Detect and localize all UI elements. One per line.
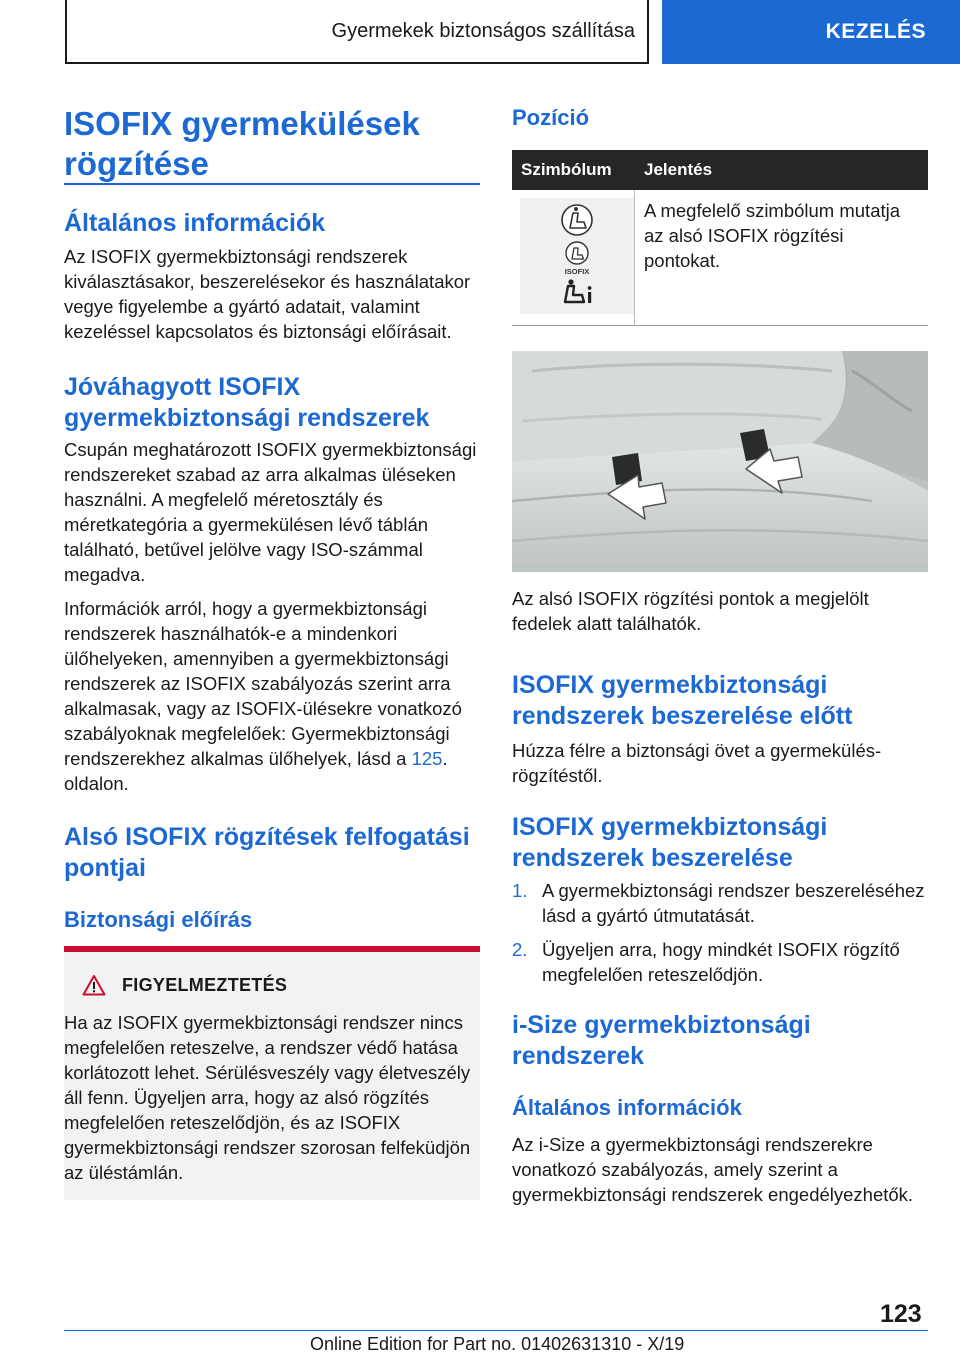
warning-title: FIGYELMEZTETÉS: [122, 974, 288, 995]
heading-position: Pozíció: [512, 105, 590, 130]
heading-approved-systems: Jóváhagyott ISOFIX gyermekbiztonsági rendszerek: [64, 373, 430, 432]
page-link-125[interactable]: 125: [411, 748, 443, 769]
list-item: [512, 878, 928, 928]
col-symbol: Szimbólum: [521, 160, 612, 179]
heading-lower-anchors: Alsó ISOFIX rögzítések felfogatási pontjai: [64, 823, 470, 882]
chapter-title: KEZELÉS: [825, 20, 926, 43]
heading-general-info: Általános információk: [64, 209, 326, 237]
chapter-tab[interactable]: [662, 0, 960, 64]
table-bottom-rule: [512, 325, 928, 326]
section-title: Gyermekek biztonságos szállítása: [331, 19, 635, 42]
approved-text-2-tail: . oldalon.: [64, 748, 448, 794]
symbol-meaning-text: A megfelelő szimbólum mutatja az alsó ISOFIX rögzítési pontokat.: [644, 200, 901, 271]
warning-text: Ha az ISOFIX gyermekbiztonsági rendszer nincs megfelelően reteszelve, a rendszer védő hatása korlátozott lehet. Sérülésveszély vagy életveszély áll fenn. Ügyeljen arra, hogy az alsó rögzítés megfelelően reteszelődjön, és az ISOFIX gyermekbiztonsági rendszer szorosan felfeküdjön az üléstámlán.: [64, 1012, 471, 1183]
symbol-table-header: [512, 150, 928, 190]
isofix-label: ISOFIX: [564, 267, 590, 276]
heading-install: ISOFIX gyermekbiztonsági rendszerek beszerelése: [512, 813, 828, 872]
heading-safety-note: Biztonsági előírás: [64, 907, 253, 932]
general-info-text: Az ISOFIX gyermekbiztonsági rendszerek kiválasztásakor, beszerelésekor és használatakor vegye figyelembe a gyártó adatait, valamint kezeléssel kapcsolatos és biztonsági előírásait.: [64, 246, 471, 342]
heading-isize: i-Size gyermekbiztonsági rendszerek: [512, 1011, 811, 1070]
approved-text-1: Csupán meghatározott ISOFIX gyermekbiztonsági rendszereket szabad az arra alkalmas üléseken használni. A megfelelő méretosztály és méretkategória a gyermekülésen lévő táblán található, betűvel jelölve vagy ISO-számmal megadva.: [64, 439, 477, 585]
warning-box: [64, 946, 480, 1200]
col-meaning: Jelentés: [644, 160, 713, 179]
step-text: A gyermekbiztonsági rendszer beszereléséhez lásd a gyártó útmutatását.: [542, 880, 925, 926]
page-number: 123: [880, 1300, 922, 1328]
step-text: Ügyeljen arra, hogy mindkét ISOFIX rögzítő megfelelően reteszelődjön.: [542, 939, 900, 985]
isofix-symbols-icon: [520, 198, 634, 314]
install-steps: [512, 878, 928, 996]
list-item: [512, 937, 928, 987]
heading-isize-general: Általános információk: [512, 1095, 742, 1120]
photo-caption: Az alsó ISOFIX rögzítési pontok a megjelölt fedelek alatt találhatók.: [512, 588, 869, 634]
symbol-cell: [520, 198, 634, 314]
before-install-text: Húzza félre a biztonsági övet a gyermekülés-rögzítéstől.: [512, 740, 882, 786]
title-rule: [64, 183, 480, 185]
heading-before-install: ISOFIX gyermekbiztonsági rendszerek beszerelése előtt: [512, 671, 853, 730]
seat-anchors-photo: [512, 351, 928, 572]
table-column-divider: [634, 190, 635, 326]
warning-triangle-icon: [82, 974, 106, 996]
footer-edition: Online Edition for Part no. 01402631310 - X/19: [310, 1334, 685, 1354]
approved-text-2: [64, 596, 480, 796]
step-number: 2.: [512, 939, 528, 960]
page-title: ISOFIX gyermekülések rögzítése: [64, 105, 420, 182]
section-header: [65, 0, 649, 64]
step-number: 1.: [512, 880, 528, 901]
footer-rule: [64, 1330, 928, 1331]
isize-text: Az i-Size a gyermekbiztonsági rendszerekre vonatkozó szabályozás, amely szerint a gyermekbiztonsági rendszerek engedélyezhetők.: [512, 1134, 914, 1205]
approved-text-2-body: Információk arról, hogy a gyermekbiztonsági rendszerek használhatók-e a mindenkori ülőhelyeken, amennyiben a gyermekbiztonsági rendszerek az ISOFIX szabályozás szerint arra alkalmasak, vagy az ISOFIX-ülésekre vonatkozó szabályoknak megfelelőek: Gyermekbiztonsági rendszerekhez alkalmas ülőhelyek, lásd a: [64, 598, 462, 769]
